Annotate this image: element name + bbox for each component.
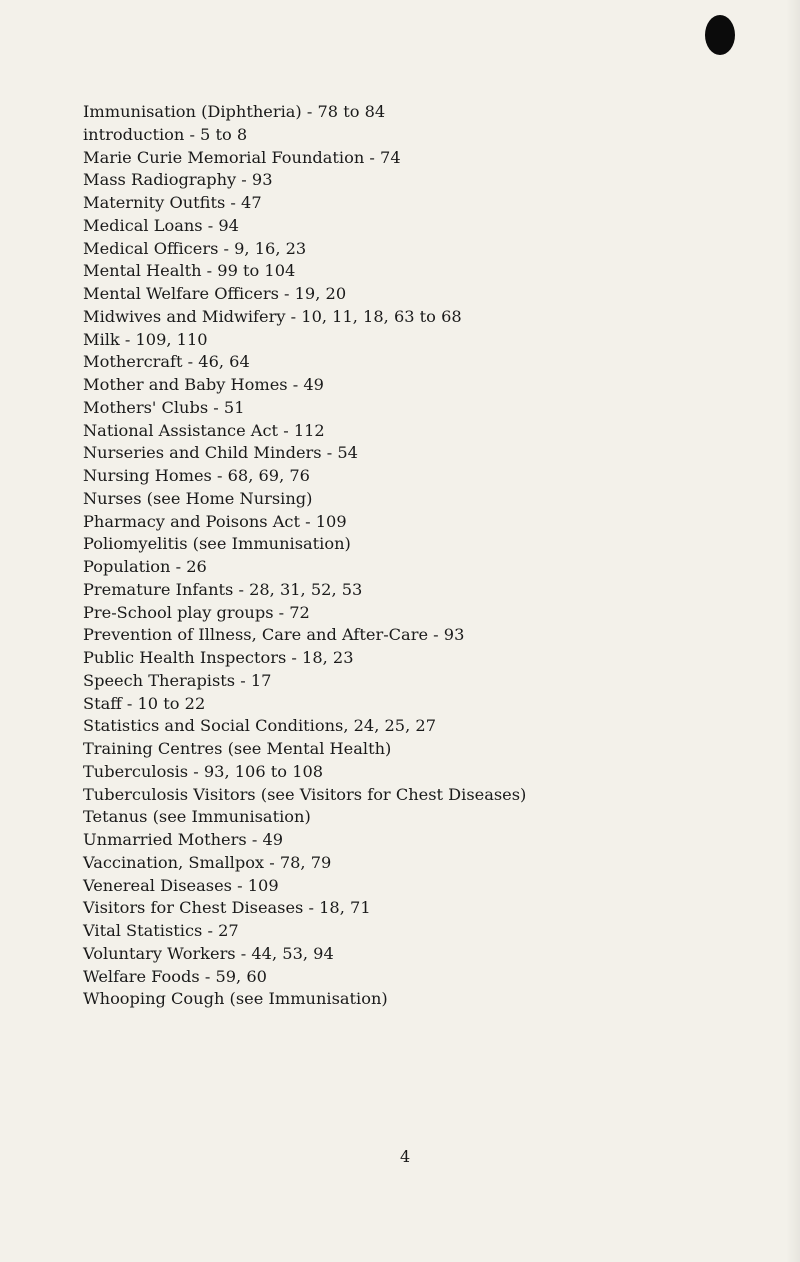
index-entry: Speech Therapists - 17 — [83, 670, 272, 690]
index-entry: Pharmacy and Poisons Act - 109 — [83, 511, 347, 531]
index-entry: Prevention of Illness, Care and After-Care - 93 — [83, 625, 465, 645]
index-entry: Unmarried Mothers - 49 — [83, 830, 284, 849]
index-entry: National Assistance Act - 112 — [83, 420, 325, 440]
index-entry: Tuberculosis Visitors (see Visitors for Chest Diseases) — [83, 784, 527, 804]
index-entry: Pre-School play groups - 72 — [83, 602, 310, 622]
index-entry: Mothercraft - 46, 64 — [83, 352, 250, 372]
index-entry: Visitors for Chest Diseases - 18, 71 — [83, 898, 371, 918]
index-entry: Mental Health - 99 to 104 — [83, 261, 296, 281]
index-entry: Medical Loans - 94 — [83, 215, 239, 235]
index-entry: Midwives and Midwifery - 10, 11, 18, 63 to 68 — [83, 306, 462, 326]
index-entry: Public Health Inspectors - 18, 23 — [83, 648, 354, 667]
index-entry: Milk - 109, 110 — [83, 329, 208, 349]
index-entry: Mothers' Clubs - 51 — [83, 397, 245, 417]
index-entry: Tetanus (see Immunisation) — [83, 807, 311, 827]
index-entry: Premature Infants - 28, 31, 52, 53 — [83, 579, 363, 599]
index-entry: Staff - 10 to 22 — [83, 693, 206, 713]
index-entry: Mother and Baby Homes - 49 — [83, 375, 324, 394]
index-entry: Poliomyelitis (see Immunisation) — [83, 534, 351, 554]
index-entry: Vaccination, Smallpox - 78, 79 — [83, 852, 332, 872]
index-entry: Nurses (see Home Nursing) — [83, 488, 313, 508]
index-entry: Whooping Cough (see Immunisation) — [83, 989, 388, 1009]
index-entry: Mental Welfare Officers - 19, 20 — [83, 284, 347, 303]
index-entry: Population - 26 — [83, 557, 207, 576]
index-entry: Marie Curie Memorial Foundation - 74 — [83, 147, 401, 167]
index-entry: Tuberculosis - 93, 106 to 108 — [83, 761, 324, 781]
page-number: 4 — [400, 1147, 411, 1166]
index-entry: Venereal Diseases - 109 — [83, 875, 279, 895]
index-entry: Training Centres (see Mental Health) — [83, 739, 392, 758]
index-entry: introduction - 5 to 8 — [83, 124, 248, 144]
index-entry: Welfare Foods - 59, 60 — [83, 966, 267, 986]
index-entry: Immunisation (Diphtheria) - 78 to 84 — [83, 102, 386, 121]
index-entry: Nurseries and Child Minders - 54 — [83, 443, 358, 463]
index-entry: Voluntary Workers - 44, 53, 94 — [83, 943, 334, 963]
index-entry: Statistics and Social Conditions, 24, 25, 27 — [83, 716, 436, 736]
page-edge-shadow — [786, 0, 800, 1262]
index-entry: Nursing Homes - 68, 69, 76 — [83, 466, 310, 485]
binder-hole-mark — [705, 15, 735, 55]
index-entry: Maternity Outfits - 47 — [83, 193, 262, 212]
index-entry: Mass Radiography - 93 — [83, 170, 273, 190]
index-entry: Medical Officers - 9, 16, 23 — [83, 238, 307, 258]
index-entry: Vital Statistics - 27 — [83, 921, 239, 940]
index-list — [83, 101, 783, 1011]
